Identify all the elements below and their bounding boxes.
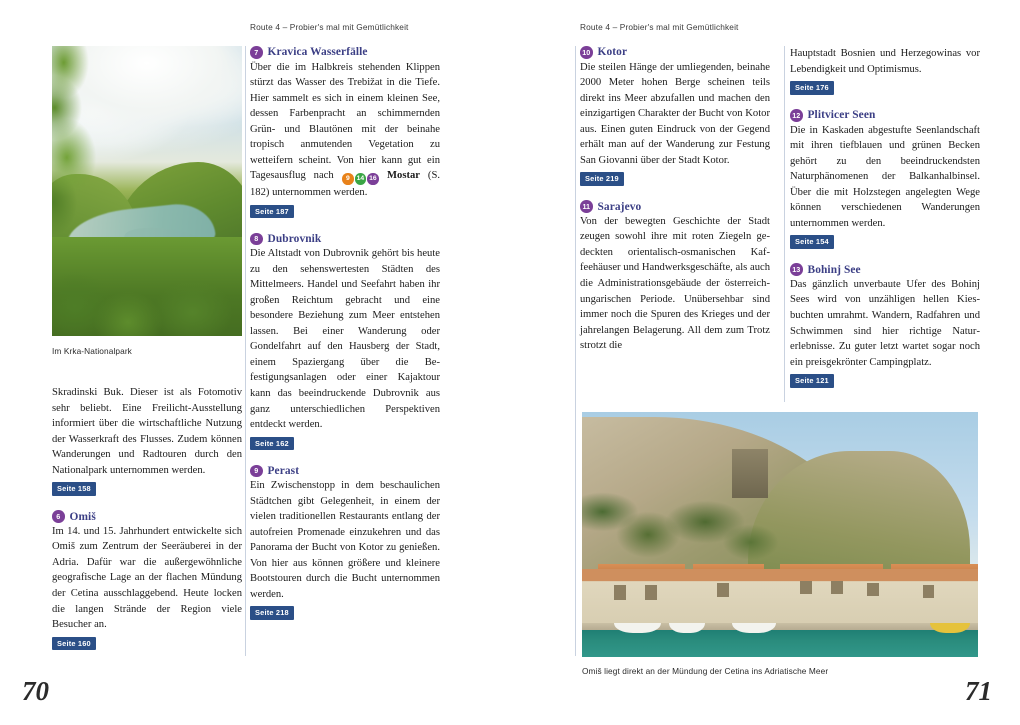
section-heading-plitvicer-seen <box>790 109 980 122</box>
page-reference-chip[interactable]: Seite 176 <box>790 81 834 95</box>
omis-harbour-photo <box>582 412 978 657</box>
spacer <box>580 186 770 200</box>
section-body-perast: Ein Zwischenstopp in dem beschaulichen Städtchen gibt Gelegenheit, in einem der vielen traditionellen Restaurants entlang der autofreien Promenade einzukehren und das Panorama der Bucht von Kotor zu genießen. Von hier aus können größere und kleinere Bootstouren durch die Bucht unternommen werden. <box>250 480 440 600</box>
section-title-dubrovnik: Dubrovnik <box>267 232 322 245</box>
route-stop-badge-7: 7 <box>250 46 263 59</box>
column-four <box>790 46 980 388</box>
omis-window <box>923 585 935 598</box>
spacer <box>52 496 242 510</box>
krka-national-park-photo <box>52 46 242 336</box>
inline-route-badge-14: 14 <box>355 173 367 185</box>
page-reference-chip[interactable]: Seite 160 <box>52 637 96 651</box>
page-reference-chip[interactable]: Seite 219 <box>580 172 624 186</box>
route-stop-badge-13: 13 <box>790 263 803 276</box>
inline-route-badge-16: 16 <box>367 173 379 185</box>
spacer <box>250 219 440 233</box>
section-body-sarajevo: Von der bewegten Geschichte der Stadt zeugen sowohl ihre mit roten Ziegeln gedeckten orientalisch-osmanischen Kaffeehäuser und Handwerksgeschäfte, als auch die Administrationsgebäude der österreich-ungarischen Periode. Unübersehbar sind immer noch die Spuren des Krieges und der jahrelangen Belagerung. All dem zum Trotz strotzt die <box>580 215 770 352</box>
section-body-plitvicer-seen: Die in Kaskaden abgestufte Seenlandschaft mit ihren tiefblauen und grünen Becken gehört zu den beeindruckendsten Naturphänomenen der Balkanhalbinsel. Über die mit Holzstegen angelegten Wege können verschiedenen Wanderungen unternommen werden. <box>790 124 980 229</box>
route-stop-badge-12: 12 <box>790 109 803 122</box>
section-title-perast: Perast <box>267 464 300 477</box>
inline-route-badge-9: 9 <box>342 173 354 185</box>
column-one <box>52 385 242 651</box>
section-heading-kravica <box>250 46 440 59</box>
omis-window <box>867 583 879 596</box>
section-title-plitvicer-seen: Plitvicer Seen <box>807 109 876 122</box>
section-body-kotor: Die steilen Hänge der umliegenden, beinahe 2000 Meter hohen Berge scheinen teils direkt ins Meer abzufallen und machen den einzigartigen Charakter der Bucht von Kotor aus. Einen guten Eindruck von der Gegend erhält man auf der Wanderung zur Festung San Giovanni über der Stadt Kotor. <box>580 61 770 166</box>
omis-cetina-water <box>582 630 978 657</box>
column-divider-1 <box>245 46 246 656</box>
omis-window <box>831 581 843 594</box>
section-body-omis: Im 14. und 15. Jahrhundert entwickelte sich Omiš zum Zentrum der Seeräuberei in der Adria. Dafür war die außergewöhnliche geografische Lage an der flachen Mündung der Cetina ausschlaggebend. Heute locken die langen Strände der Region viele Besucher an. <box>52 525 242 631</box>
omis-window <box>645 585 657 600</box>
inline-place-name-mostar: Mostar <box>387 170 420 182</box>
page-reference-chip[interactable]: Seite 121 <box>790 374 834 388</box>
spacer <box>790 95 980 109</box>
running-head-left-page: Route 4 – Probier's mal mit Gemütlichkeit <box>250 22 409 32</box>
section-heading-sarajevo <box>580 200 770 213</box>
page-reference-chip[interactable]: Seite 154 <box>790 235 834 249</box>
section-body-kravica <box>250 60 440 201</box>
section-heading-perast <box>250 465 440 478</box>
omis-window <box>800 581 812 594</box>
page-reference-chip[interactable]: Seite 162 <box>250 437 294 451</box>
route-stop-badge-9: 9 <box>250 465 263 478</box>
column-three <box>580 46 770 354</box>
running-head-right-page: Route 4 – Probier's mal mit Gemütlichkeit <box>580 22 739 32</box>
column-divider-3 <box>784 46 785 402</box>
krka-photo-caption: Im Krka-Nationalpark <box>52 346 132 356</box>
section-title-bohinj-see: Bohinj See <box>807 263 861 276</box>
section-heading-kotor <box>580 46 770 59</box>
krka-foreground-tree <box>52 46 120 266</box>
route-stop-badge-8: 8 <box>250 233 263 246</box>
route-stop-badge-6: 6 <box>52 510 65 523</box>
section-title-omis: Omiš <box>69 510 96 523</box>
section-title-kravica: Kravica Wasserfälle <box>267 46 368 59</box>
page-number-right: 71 <box>965 676 992 706</box>
omis-mirabella-fortress <box>732 449 768 498</box>
section-title-sarajevo: Sarajevo <box>597 200 642 213</box>
column-divider-2 <box>575 46 576 656</box>
page-reference-chip[interactable]: Seite 187 <box>250 205 294 219</box>
kravica-text-after: (S. 182) unternommen werden. <box>250 170 440 198</box>
spacer <box>250 451 440 465</box>
kravica-text-before: Über die im Halbkreis stehenden Klippen stürzt das Wasser des Trebižat in die Tiefe. Hier sammelt es sich in einem kleinen See, dessen Farbenpracht an schimmernden Grün- und Blautönen mit der beinahe tropisch anmutenden Vegetation zu wetteifern scheint. Von hier kann gut ein Tagesausflug nach <box>250 61 440 182</box>
route-stop-badge-11: 11 <box>580 200 593 213</box>
section-title-kotor: Kotor <box>597 46 628 59</box>
sarajevo-continuation-text: Hauptstadt Bosnien und Herzegowinas vor Lebendigkeit und Optimismus. <box>790 48 980 75</box>
section-body-bohinj-see: Das gänzlich unverbaute Ufer des Bohinj Sees wird von unzähligen hellen Kiesbuchten umrahmt. Wandern, Radfahren und Schwimmen sind hier richtige Naturerlebnisse. Zu guter letzt wartet sogar noch ein preisgekrönter Campingplatz. <box>790 278 980 368</box>
omis-window <box>717 583 729 597</box>
section-heading-dubrovnik <box>250 233 440 246</box>
section-heading-omis <box>52 510 242 523</box>
omis-window <box>614 585 626 600</box>
page-number-left: 70 <box>22 676 49 706</box>
page-reference-chip[interactable]: Seite 158 <box>52 482 96 496</box>
section-heading-bohinj-see <box>790 263 980 276</box>
krka-continuation-text: Skradinski Buk. Dieser ist als Fotomotiv sehr beliebt. Eine Freilicht-Ausstellung informiert über die wirtschaftliche Nutzung der Wasserkraft des Flusses. Zudem können Wanderungen und Radtouren durch den Nationalpark unternommen werden. <box>52 387 242 476</box>
omis-stone-houses <box>582 569 978 623</box>
spacer <box>790 249 980 263</box>
page-reference-chip[interactable]: Seite 218 <box>250 606 294 620</box>
omis-photo-caption: Omiš liegt direkt an der Mündung der Cetina ins Adriatische Meer <box>582 666 829 676</box>
route-stop-badge-10: 10 <box>580 46 593 59</box>
section-body-dubrovnik: Die Altstadt von Dubrovnik gehört bis heute zu den sehenswertesten Städten des Mittelmeers. Handel und Seefahrt haben ihr großen Reichtum gebracht und eine besondere Beziehung zum Meer entstehen lassen. Bei einer Wanderung oder Gondelfahrt auf den Hausberg der Stadt, einem Spaziergang über die Befestigungsanlagen oder einer Kajaktour kann das beeindruckende Dubrovnik aus ganz unterschiedlichen Perspektiven entdeckt werden. <box>250 248 440 431</box>
column-two <box>250 46 440 620</box>
